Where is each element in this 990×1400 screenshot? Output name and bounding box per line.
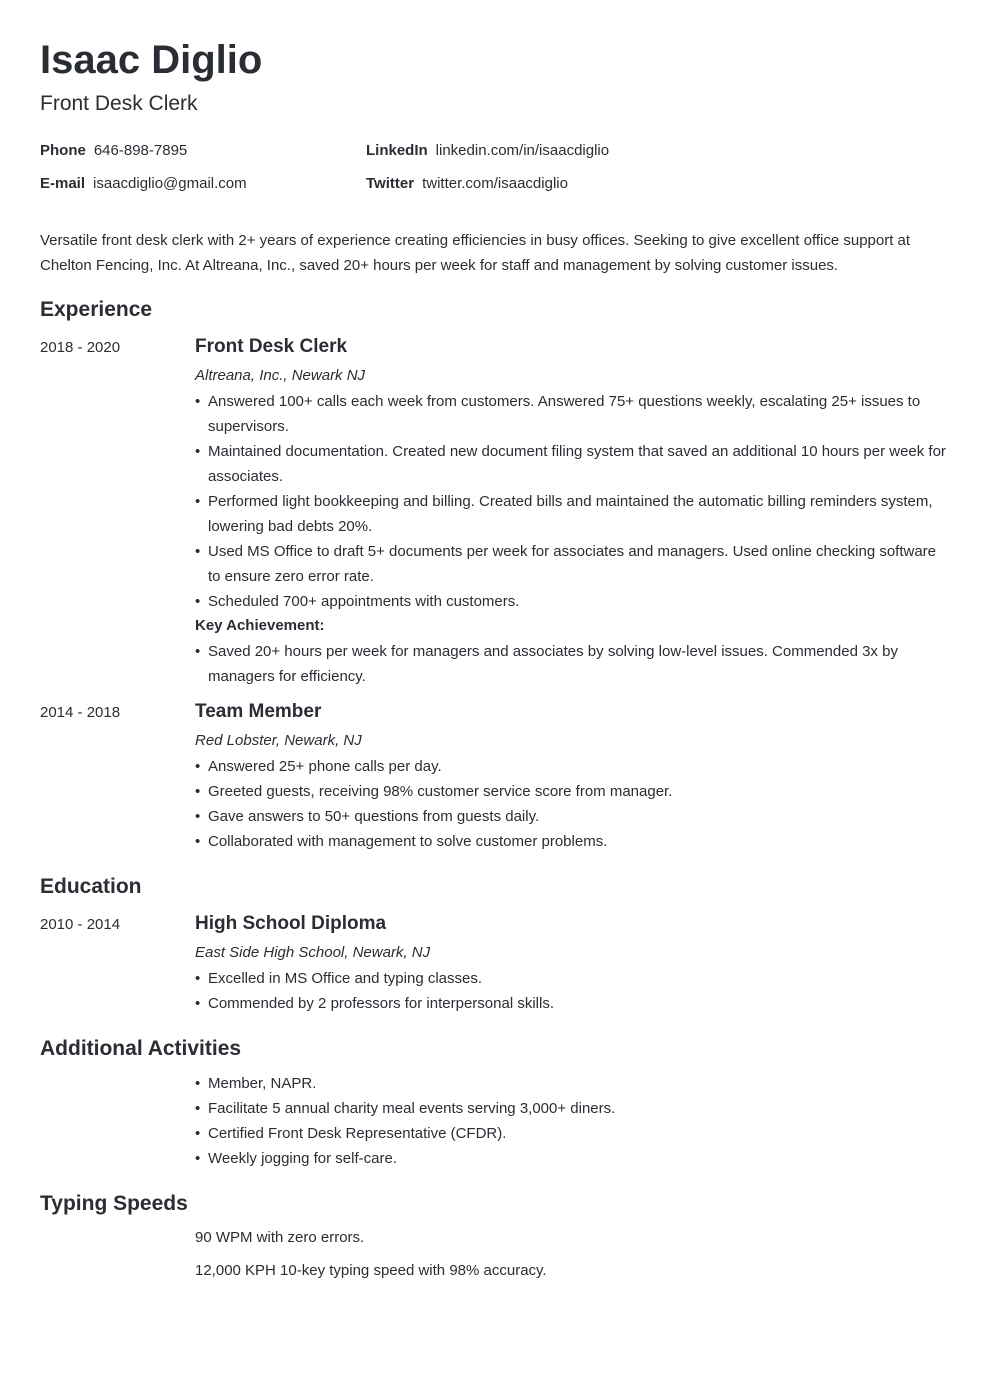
email-value[interactable]: isaacdiglio@gmail.com [93,175,247,192]
list-item [195,779,947,804]
email-label: E-mail [40,175,86,192]
key-achievement-label: Key Achievement: [195,617,325,634]
job-role: Front Desk Clerk [195,336,348,357]
list-item-text: Maintained documentation. Created new document filing system that saved an additional 10 hours per week for associates. [208,443,946,485]
job-organization: Red Lobster, Newark, NJ [195,732,362,749]
education-heading: Education [40,875,142,898]
list-item-text: Excelled in MS Office and typing classes. [208,970,483,987]
bullet-icon: • [195,493,201,510]
list-item-text: Certified Front Desk Representative (CFDR). [208,1125,507,1142]
bullet-icon: • [195,995,201,1012]
bullet-icon: • [195,1150,201,1167]
list-item [195,754,947,779]
bullet-icon: • [195,970,201,987]
job-bullet-list [195,389,947,614]
list-item [195,804,947,829]
bullet-icon: • [195,1100,201,1117]
job-dates: 2014 - 2018 [40,704,121,721]
bullet-icon: • [195,543,201,560]
twitter-label: Twitter [366,175,415,192]
list-item [195,589,947,614]
education-school: East Side High School, Newark, NJ [195,944,431,961]
list-item-text: Collaborated with management to solve customer problems. [208,833,608,850]
phone-value: 646-898-7895 [93,142,188,159]
summary-paragraph: Versatile front desk clerk with 2+ years of experience creating efficiencies in busy offices. Seeking to give excellent office support at Chelton Fencing, Inc. At Altreana, Inc., saved 20+ hours per week for staff and management by solving customer issues. [40,232,911,274]
key-achievement-list [195,639,947,689]
list-item-text: Weekly jogging for self-care. [208,1150,397,1167]
candidate-title: Front Desk Clerk [40,92,198,115]
list-item [195,1096,947,1121]
list-item [195,389,947,439]
job-role: Team Member [195,701,322,722]
education-degree: High School Diploma [195,913,387,934]
linkedin-label: LinkedIn [366,142,428,159]
list-item [195,966,947,991]
bullet-icon: • [195,593,201,610]
list-item-text: Saved 20+ hours per week for managers and associates by solving low-level issues. Commended 3x by managers for efficiency. [208,643,898,685]
activities-heading: Additional Activities [40,1037,242,1060]
candidate-name: Isaac Diglio [40,38,263,82]
bullet-icon: • [195,808,201,825]
education-bullet-list [195,966,947,1016]
list-item-text: Performed light bookkeeping and billing. Created bills and maintained the automatic billing reminders system, lowering bad debts 20%. [208,493,933,535]
contact-linkedin [366,141,609,161]
list-item [195,1071,947,1096]
list-item [195,539,947,589]
twitter-value[interactable]: twitter.com/isaacdiglio [422,175,568,192]
experience-heading: Experience [40,298,153,321]
typing-line: 90 WPM with zero errors. [195,1229,365,1246]
list-item [195,639,947,689]
list-item [195,489,947,539]
list-item-text: Used MS Office to draft 5+ documents per week for associates and managers. Used online checking software to ensure zero error rate. [208,543,937,585]
list-item-text: Answered 100+ calls each week from customers. Answered 75+ questions weekly, escalating 25+ issues to supervisors. [208,393,921,435]
list-item [195,439,947,489]
bullet-icon: • [195,393,201,410]
list-item-text: Commended by 2 professors for interpersonal skills. [208,995,554,1012]
education-dates: 2010 - 2014 [40,916,121,933]
typing-line: 12,000 KPH 10-key typing speed with 98% accuracy. [195,1262,547,1279]
list-item [195,991,947,1016]
list-item [195,1121,947,1146]
bullet-icon: • [195,643,201,660]
list-item-text: Facilitate 5 annual charity meal events serving 3,000+ diners. [208,1100,616,1117]
job-dates: 2018 - 2020 [40,339,121,356]
typing-heading: Typing Speeds [40,1192,188,1215]
linkedin-value[interactable]: linkedin.com/in/isaacdiglio [435,142,610,159]
activities-bullet-list [195,1071,947,1171]
bullet-icon: • [195,443,201,460]
contact-twitter [366,174,568,194]
list-item-text: Greeted guests, receiving 98% customer service score from manager. [208,783,673,800]
contact-phone [40,141,187,161]
contact-email [40,174,247,194]
job-bullet-list [195,754,947,854]
bullet-icon: • [195,833,201,850]
list-item-text: Gave answers to 50+ questions from guests daily. [208,808,540,825]
list-item [195,829,947,854]
list-item [195,1146,947,1171]
bullet-icon: • [195,758,201,775]
bullet-icon: • [195,1125,201,1142]
bullet-icon: • [195,1075,201,1092]
list-item-text: Member, NAPR. [208,1075,317,1092]
phone-label: Phone [40,142,86,159]
list-item-text: Scheduled 700+ appointments with customers. [208,593,520,610]
job-organization: Altreana, Inc., Newark NJ [195,367,366,384]
bullet-icon: • [195,783,201,800]
list-item-text: Answered 25+ phone calls per day. [208,758,442,775]
